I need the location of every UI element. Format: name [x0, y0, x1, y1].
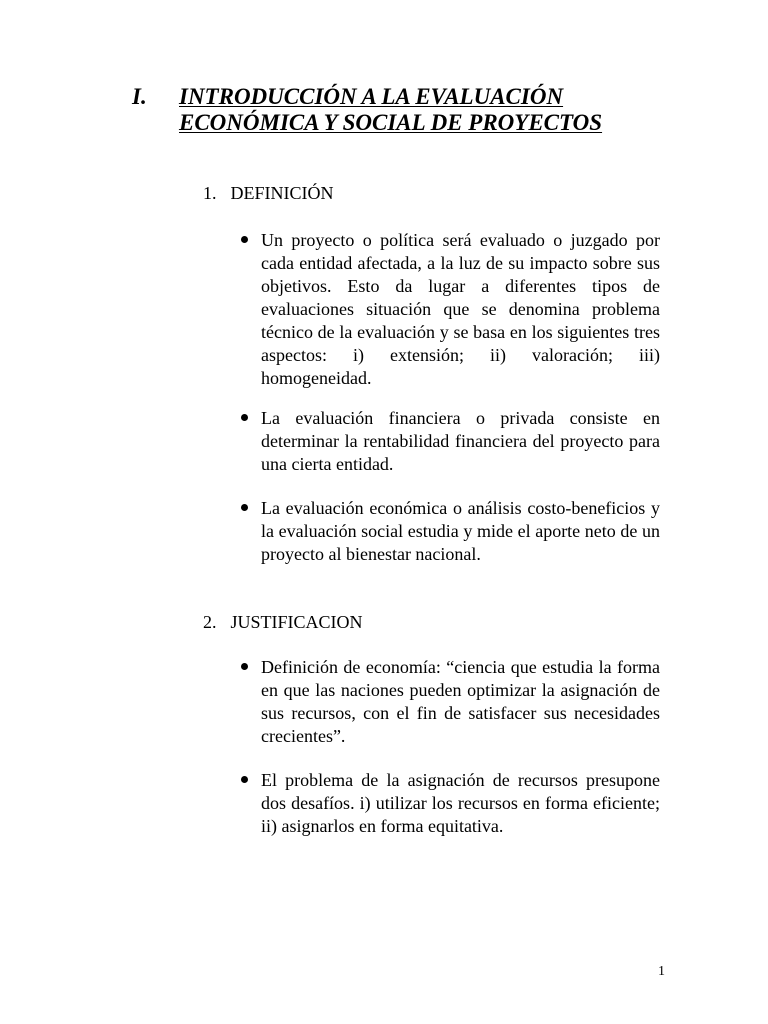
bullet-text: Un proyecto o política será evaluado o juzgado por cada entidad afectada, a la luz de su impacto sobre sus objetivos. Esto da lugar a diferentes tipos de evaluaciones situación que se denomina problema técnico de la evaluación y se basa en los siguientes tres aspectos: i) extensión; ii) valoración; iii) homogeneidad. [261, 230, 660, 388]
bullet-text: El problema de la asignación de recursos presupone dos desafíos. i) utilizar los recursos en forma eficiente; ii) asignarlos en forma equitativa. [261, 770, 660, 836]
chapter-number: I. [132, 84, 147, 109]
section-heading-justificacion [203, 611, 363, 633]
bullet-item [237, 497, 660, 566]
section-number: 2. [203, 612, 217, 632]
bullet-text: La evaluación financiera o privada consiste en determinar la rentabilidad financiera del proyecto para una cierta entidad. [261, 408, 660, 474]
chapter-title-line-2: ECONÓMICA Y SOCIAL DE PROYECTOS [179, 110, 603, 135]
section-heading-definicion [203, 182, 334, 204]
bullet-item [237, 656, 660, 748]
bullet-text: La evaluación económica o análisis costo-beneficios y la evaluación social estudia y mide el aporte neto de un proyecto al bienestar nacional. [261, 498, 660, 564]
bullet-item [237, 229, 660, 390]
chapter-title-line-1: INTRODUCCIÓN A LA EVALUACIÓN [179, 84, 564, 109]
bullet-item [237, 407, 660, 476]
section-number: 1. [203, 183, 217, 203]
bullet-item [237, 769, 660, 838]
page-number: 1 [658, 964, 665, 979]
section-title: JUSTIFICACION [230, 612, 363, 632]
bullet-text: Definición de economía: “ciencia que estudia la forma en que las naciones pueden optimizar la asignación de sus recursos, con el fin de satisfacer sus necesidades crecientes”. [261, 657, 660, 746]
chapter-title [179, 84, 659, 136]
section-title: DEFINICIÓN [230, 183, 334, 203]
